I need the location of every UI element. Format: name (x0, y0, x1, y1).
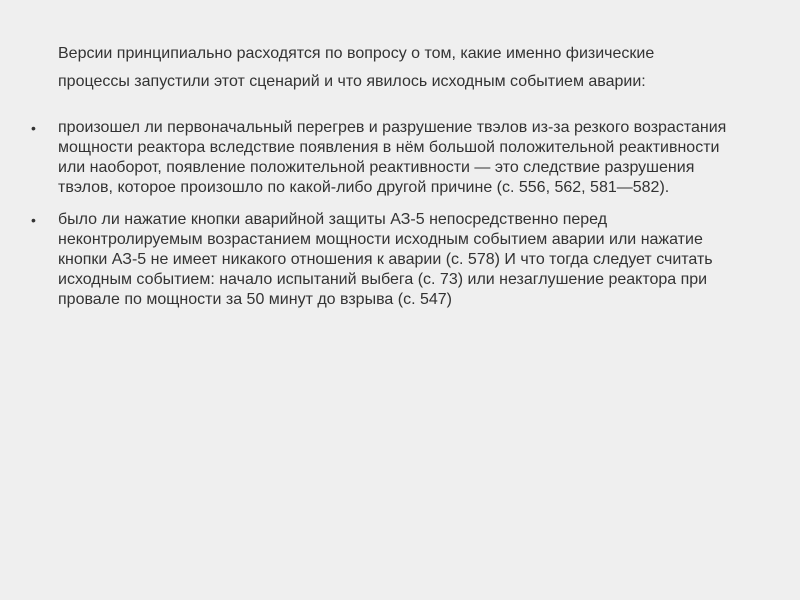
bullet-icon: • (31, 120, 36, 136)
bullet-list (0, 118, 800, 322)
intro-line-2: процессы запустили этот сценарий и что явилось исходным событием аварии: (58, 73, 646, 90)
bullet-text: было ли нажатие кнопки аварийной защиты АЗ-5 непосредственно перед неконтролируемым возрастанием мощности исходным событием аварии или нажатие кнопки АЗ-5 не имеет никакого отношения к аварии (с. 578) И что тогда следует считать исходным событием: начало испытаний выбега (с. 73) или незаглушение реактора при провале по мощности за 50 минут до взрыва (с. 547) (58, 211, 713, 308)
intro-line-1: Версии принципиально расходятся по вопросу о том, какие именно физические (58, 45, 655, 62)
bullet-icon: • (31, 212, 36, 228)
bullet-text: произошел ли первоначальный перегрев и разрушение твэлов из-за резкого возрастания мощности реактора вследствие появления в нём большой положительной реактивности или наоборот, появление положительной реактивности — это следствие разрушения твэлов, которое произошло по какой-либо другой причине (с. 556, 562, 581—582). (58, 119, 727, 196)
list-item (0, 210, 800, 310)
intro-paragraph (58, 40, 758, 96)
list-item (0, 118, 800, 198)
